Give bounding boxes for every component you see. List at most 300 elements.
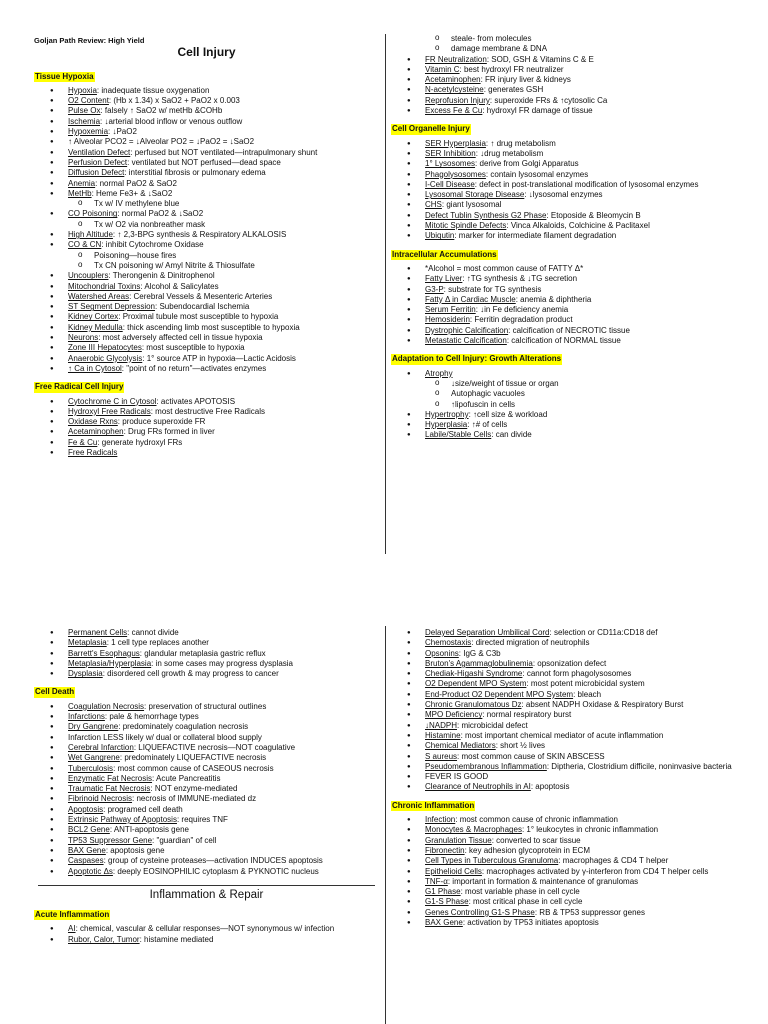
term-label: Hyperplasia bbox=[425, 420, 468, 430]
list-item bbox=[391, 410, 761, 420]
list-item bbox=[34, 764, 379, 774]
list-item bbox=[391, 159, 761, 169]
list-item bbox=[391, 877, 761, 887]
column-divider bbox=[385, 626, 386, 1024]
list-item bbox=[34, 867, 379, 877]
term-label: Extrinsic Pathway of Apoptosis bbox=[68, 815, 177, 825]
bullet-list bbox=[391, 264, 761, 346]
term-description: : key adhesion glycoprotein in ECM bbox=[464, 845, 590, 855]
term-description: : important in formation & maintenance of granulomas bbox=[447, 876, 639, 886]
term-label: Labile/Stable Cells bbox=[425, 430, 492, 440]
term-description: : directed migration of neutrophils bbox=[471, 638, 590, 648]
term-description: : ↑# of cells bbox=[467, 420, 508, 430]
term-label: Chemical Mediators bbox=[425, 741, 496, 751]
list-item bbox=[391, 846, 761, 856]
term-label: BAX Gene bbox=[425, 918, 463, 928]
list-item bbox=[34, 158, 379, 168]
term-description: Poisoning—house fires bbox=[94, 250, 177, 260]
term-description: : ↓lysosomal enzymes bbox=[524, 190, 603, 200]
term-description: : Acute Pancreatitis bbox=[152, 773, 221, 783]
term-description: Tx w/ O2 via nonbreather mask bbox=[94, 219, 206, 229]
term-description: : converted to scar tissue bbox=[491, 835, 581, 845]
list-item bbox=[34, 302, 379, 312]
term-description: : pale & hemorrhage types bbox=[104, 712, 199, 722]
list-item bbox=[391, 649, 761, 659]
term-label: Zone III Hepatocytes bbox=[68, 343, 142, 353]
section-heading-tissue-hypoxia: Tissue Hypoxia bbox=[35, 71, 94, 81]
term-label: Genes Controlling G1-S Phase bbox=[425, 907, 535, 917]
list-item bbox=[391, 336, 761, 346]
term-description: : 1° source ATP in hypoxia—Lactic Acidosis bbox=[142, 353, 296, 363]
list-item bbox=[34, 935, 379, 945]
term-label: ST Segment Depression bbox=[68, 302, 156, 312]
list-item bbox=[34, 448, 379, 458]
list-item bbox=[34, 649, 379, 659]
term-description: : inadequate tissue oxygenation bbox=[96, 85, 210, 95]
term-label: Perfusion Defect bbox=[68, 157, 128, 167]
term-description: ↓size/weight of tissue or organ bbox=[451, 378, 559, 388]
term-label: End-Product O2 Dependent MPO System bbox=[425, 689, 574, 699]
list-item bbox=[34, 127, 379, 137]
term-label: N-acetylcysteine bbox=[425, 85, 484, 95]
column-top-left bbox=[34, 36, 379, 458]
term-label: 1° Lysosomes bbox=[425, 159, 476, 169]
list-item bbox=[391, 825, 761, 835]
term-label: Defect Tublin Synthesis G2 Phase bbox=[425, 210, 547, 220]
list-item bbox=[34, 794, 379, 804]
list-item bbox=[34, 856, 379, 866]
list-item bbox=[34, 836, 379, 846]
bullet-list bbox=[391, 139, 761, 242]
sections bbox=[34, 902, 379, 945]
sub-list-item bbox=[391, 44, 761, 54]
list-item bbox=[391, 211, 761, 221]
term-label: Dry Gangrene bbox=[68, 722, 119, 732]
term-label: SER Inhibition bbox=[425, 148, 476, 158]
list-item bbox=[34, 96, 379, 106]
list-item bbox=[34, 333, 379, 343]
term-description: : produce superoxide FR bbox=[117, 417, 206, 427]
column-bottom-right bbox=[391, 628, 761, 928]
section-heading-cell-death: Cell Death bbox=[35, 687, 75, 697]
term-description: damage membrane & DNA bbox=[451, 44, 548, 54]
term-description: : most common cause of chronic inflammation bbox=[455, 815, 618, 825]
term-label: Coagulation Necrosis bbox=[68, 701, 145, 711]
term-description: : histamine mediated bbox=[139, 934, 214, 944]
term-label: Bruton's Agammaglobulinemia bbox=[425, 658, 533, 668]
sub-list-item bbox=[34, 261, 379, 271]
term-description: : normal PaO2 & ↓SaO2 bbox=[117, 209, 204, 219]
term-label: I-Cell Disease bbox=[425, 179, 475, 189]
term-label: Lysosomal Storage Disease bbox=[425, 190, 525, 200]
term-description: : can divide bbox=[491, 430, 532, 440]
term-label: MPO Deficiency bbox=[425, 710, 483, 720]
term-label: Diffusion Defect bbox=[68, 168, 125, 178]
term-description: : Alcohol & Salicylates bbox=[140, 281, 219, 291]
list-item bbox=[34, 924, 379, 934]
list-item bbox=[34, 271, 379, 281]
list-item bbox=[391, 221, 761, 231]
term-label: Clearance of Neutrophils in AI bbox=[425, 782, 531, 792]
term-description: : derive from Golgi Apparatus bbox=[475, 159, 579, 169]
term-description: : Proximal tubule most susceptible to hypoxia bbox=[118, 312, 279, 322]
term-label: AI bbox=[68, 924, 76, 934]
term-description: Tx CN poisoning w/ Amyl Nitrite & Thiosulfate bbox=[94, 260, 255, 270]
term-label: Chediak-Higashi Syndrome bbox=[425, 669, 523, 679]
list-item bbox=[34, 364, 379, 374]
list-item bbox=[34, 753, 379, 763]
list-item bbox=[391, 741, 761, 751]
term-description: : apoptosis gene bbox=[105, 845, 165, 855]
list-item bbox=[34, 427, 379, 437]
term-label: Hypoxemia bbox=[68, 127, 109, 137]
list-item bbox=[391, 700, 761, 710]
bullet-list bbox=[391, 628, 761, 793]
list-item bbox=[34, 774, 379, 784]
list-item bbox=[391, 75, 761, 85]
term-label: Infarctions bbox=[68, 712, 105, 722]
term-description: : group of cysteine proteases—activation INDUCES apoptosis bbox=[103, 856, 323, 866]
term-description: : contain lysosomal enzymes bbox=[485, 169, 589, 179]
term-label: Caspases bbox=[68, 856, 104, 866]
list-item bbox=[391, 836, 761, 846]
list-item bbox=[391, 295, 761, 305]
term-label: Excess Fe & Cu bbox=[425, 106, 483, 116]
bullet-list bbox=[391, 34, 761, 116]
term-description: : thick ascending limb most susceptible to hypoxia bbox=[122, 322, 300, 332]
term-description: : opsonization defect bbox=[532, 658, 607, 668]
list-item bbox=[391, 264, 761, 274]
list-item bbox=[391, 190, 761, 200]
list-item bbox=[34, 815, 379, 825]
list-item bbox=[34, 323, 379, 333]
term-description: : cannot divide bbox=[127, 628, 179, 637]
list-item bbox=[34, 659, 379, 669]
term-label: Ubiqutin bbox=[425, 231, 455, 241]
term-description: : FR injury liver & kidneys bbox=[480, 75, 571, 85]
term-description: : 1° leukocytes in chronic inflammation bbox=[521, 825, 659, 835]
list-item bbox=[34, 168, 379, 178]
term-label: TP53 Suppressor Gene bbox=[68, 835, 153, 845]
sub-list-item bbox=[391, 34, 761, 44]
list-item bbox=[391, 762, 761, 772]
term-label: SER Hyperplasia bbox=[425, 138, 486, 148]
term-label: Hypertrophy bbox=[425, 409, 469, 419]
list-item bbox=[391, 908, 761, 918]
term-description: : Heme Fe3+ & ↓SaO2 bbox=[91, 188, 173, 198]
term-label: Kidney Cortex bbox=[68, 312, 119, 322]
list-item bbox=[391, 139, 761, 149]
term-label: Cell Types in Tuberculous Granuloma bbox=[425, 856, 559, 866]
list-item bbox=[34, 106, 379, 116]
term-description: : most adversely affected cell in tissue hypoxia bbox=[98, 333, 263, 343]
sub-list-item bbox=[391, 389, 761, 399]
sections bbox=[391, 34, 761, 441]
list-item bbox=[34, 189, 379, 199]
list-item bbox=[391, 326, 761, 336]
term-description: : calcification of NECROTIC tissue bbox=[508, 325, 630, 335]
term-label: Vitamin C bbox=[425, 64, 460, 74]
term-description: : best hydroxyl FR neutralizer bbox=[459, 64, 564, 74]
list-item bbox=[34, 712, 379, 722]
term-label: Fibrinoid Necrosis bbox=[68, 794, 133, 804]
term-description: : falsely ↑ SaO2 w/ metHb &COHb bbox=[100, 106, 223, 116]
term-description: : preservation of structural outlines bbox=[144, 701, 267, 711]
term-description: Infarction LESS likely w/ dual or collateral blood supply bbox=[68, 732, 262, 742]
term-label: Hypoxia bbox=[68, 85, 97, 95]
sub-list-item bbox=[34, 251, 379, 261]
list-item bbox=[34, 805, 379, 815]
term-description: : ↓PaO2 bbox=[108, 127, 137, 137]
term-description: : most common cause of CASEOUS necrosis bbox=[113, 763, 274, 773]
term-description: : absent NADPH Oxidase & Respiratory Burst bbox=[521, 700, 684, 710]
doc-header: Goljan Path Review: High Yield bbox=[34, 36, 145, 45]
list-item bbox=[391, 200, 761, 210]
bullet-list bbox=[34, 397, 379, 459]
term-description: : normal PaO2 & SaO2 bbox=[95, 178, 177, 188]
list-item bbox=[34, 702, 379, 712]
term-description: : interstitial fibrosis or pulmonary edema bbox=[124, 168, 266, 178]
term-label: G3-P bbox=[425, 284, 444, 294]
term-description: : requires TNF bbox=[176, 815, 228, 825]
term-description: *Alcohol = most common cause of FATTY Δ* bbox=[425, 263, 584, 273]
list-item bbox=[391, 918, 761, 928]
list-item bbox=[391, 867, 761, 877]
term-description: : (Hb x 1.34) x SaO2 + PaO2 x 0.003 bbox=[108, 96, 240, 106]
term-label: Atrophy bbox=[425, 368, 453, 378]
term-label: High Altitude bbox=[68, 230, 113, 240]
term-description: : "point of no return"—activates enzymes bbox=[121, 363, 267, 373]
term-description: : microbicidal defect bbox=[457, 720, 528, 730]
list-item bbox=[391, 690, 761, 700]
list-item bbox=[34, 179, 379, 189]
list-item bbox=[34, 282, 379, 292]
term-label: Serum Ferritin bbox=[425, 305, 476, 315]
term-label: G1 Phase bbox=[425, 887, 461, 897]
sub-list-item bbox=[34, 220, 379, 230]
list-item bbox=[391, 180, 761, 190]
bullet-list bbox=[34, 702, 379, 877]
term-label: O2 Dependent MPO System bbox=[425, 679, 527, 689]
term-description: : most critical phase in cell cycle bbox=[468, 897, 583, 907]
list-item bbox=[391, 420, 761, 430]
term-label: Histamine bbox=[425, 730, 461, 740]
section-heading-acute-inflammation: Acute Inflammation bbox=[35, 910, 110, 920]
term-description: : ↓arterial blood inflow or venous outflow bbox=[100, 116, 243, 126]
term-description: : ↑ drug metabolism bbox=[485, 138, 556, 148]
list-item bbox=[34, 733, 379, 743]
term-description: : apoptosis bbox=[530, 782, 570, 792]
term-label: TNF-α bbox=[425, 876, 448, 886]
bullet-list bbox=[34, 628, 379, 679]
term-description: : Vinca Alkaloids, Colchicine & Paclitaxel bbox=[506, 221, 650, 231]
term-label: Fatty Liver bbox=[425, 274, 463, 284]
term-description: : ventilated but NOT perfused—dead space bbox=[127, 157, 281, 167]
list-item bbox=[391, 815, 761, 825]
term-description: : ↑ 2,3-BPG synthesis & Respiratory ALKALOSIS bbox=[112, 230, 287, 240]
term-label: Dystrophic Calcification bbox=[425, 325, 509, 335]
term-label: Metaplasia/Hyperplasia bbox=[68, 658, 152, 668]
list-item bbox=[34, 148, 379, 158]
bullet-list bbox=[34, 86, 379, 374]
term-description: : macrophages activated by γ-interferon from CD4 T helper cells bbox=[481, 866, 709, 876]
term-label: Ischemia bbox=[68, 116, 101, 126]
list-item bbox=[391, 628, 761, 638]
list-item bbox=[391, 430, 761, 440]
list-item bbox=[34, 312, 379, 322]
section-heading-free-radical-cell-injury: Free Radical Cell Injury bbox=[35, 382, 124, 392]
term-label: Apoptotic Δs bbox=[68, 866, 113, 876]
term-label: Wet Gangrene bbox=[68, 753, 120, 763]
list-item bbox=[391, 856, 761, 866]
term-label: BCL2 Gene bbox=[68, 825, 110, 835]
column-divider bbox=[385, 34, 386, 554]
term-label: Anemia bbox=[68, 178, 96, 188]
term-label: BAX Gene bbox=[68, 845, 106, 855]
term-description: : normal respiratory burst bbox=[482, 710, 572, 720]
list-item bbox=[34, 784, 379, 794]
term-label: Mitochondrial Toxins bbox=[68, 281, 141, 291]
term-label: Hemosiderin bbox=[425, 315, 470, 325]
sections bbox=[391, 628, 761, 928]
term-label: Enzymatic Fat Necrosis bbox=[68, 773, 153, 783]
term-description: : most common cause of SKIN ABSCESS bbox=[457, 751, 605, 761]
term-description: : in some cases may progress dysplasia bbox=[151, 658, 293, 668]
term-label: Free Radicals bbox=[68, 447, 118, 457]
term-description: : predominately LIQUEFACTIVE necrosis bbox=[119, 753, 267, 763]
section-divider bbox=[38, 885, 375, 886]
list-item bbox=[391, 231, 761, 241]
list-item bbox=[391, 106, 761, 116]
term-label: CO Poisoning bbox=[68, 209, 118, 219]
term-description: : Subendocardial Ischemia bbox=[155, 302, 250, 312]
list-item bbox=[34, 343, 379, 353]
list-item bbox=[34, 438, 379, 448]
list-item bbox=[34, 669, 379, 679]
list-item bbox=[391, 659, 761, 669]
term-label: Oxidase Rxns bbox=[68, 417, 118, 427]
term-description: ↑ Alveolar PCO2 = ↓Alveolar PO2 = ↓PaO2 = ↓SaO2 bbox=[68, 137, 255, 147]
term-label: Uncouplers bbox=[68, 271, 109, 281]
term-label: Hydroxyl Free Radicals bbox=[68, 406, 151, 416]
list-item bbox=[391, 887, 761, 897]
term-description: : ANTI-apoptosis gene bbox=[109, 825, 189, 835]
sections bbox=[34, 64, 379, 459]
term-label: Dysplasia bbox=[68, 669, 103, 679]
list-item bbox=[34, 628, 379, 638]
column-bottom-left bbox=[34, 628, 379, 945]
bullet-list bbox=[34, 924, 379, 945]
term-label: Pulse Ox bbox=[68, 106, 101, 116]
list-item bbox=[391, 679, 761, 689]
term-label: Mitotic Spindle Defects bbox=[425, 221, 507, 231]
list-item bbox=[391, 55, 761, 65]
term-label: Fibronectin bbox=[425, 845, 465, 855]
term-description: Autophagic vacuoles bbox=[451, 389, 525, 399]
section-heading-cell-organelle-injury: Cell Organelle Injury bbox=[392, 124, 470, 134]
term-description: : chemical, vascular & cellular responses—NOT synonymous w/ infection bbox=[75, 924, 335, 934]
term-description: : generates GSH bbox=[483, 85, 544, 95]
term-description: : substrate for TG synthesis bbox=[443, 284, 542, 294]
page-bottom bbox=[0, 620, 768, 1024]
list-item bbox=[34, 230, 379, 240]
list-item bbox=[391, 669, 761, 679]
sub-list-item bbox=[391, 400, 761, 410]
term-label: ↓NADPH bbox=[425, 720, 458, 730]
term-description: : ↓drug metabolism bbox=[475, 148, 544, 158]
term-description: : Cerebral Vessels & Mesenteric Arteries bbox=[129, 291, 273, 301]
list-item bbox=[34, 846, 379, 856]
list-item bbox=[391, 96, 761, 106]
list-item bbox=[391, 772, 761, 782]
list-item bbox=[391, 731, 761, 741]
sub-list-item bbox=[34, 199, 379, 209]
term-label: Fatty Δ in Cardiac Muscle bbox=[425, 294, 516, 304]
term-label: Neurons bbox=[68, 333, 99, 343]
list-item bbox=[391, 638, 761, 648]
term-description: : superoxide FRs & ↑cytosolic Ca bbox=[489, 95, 608, 105]
term-description: Tx w/ IV methylene blue bbox=[94, 199, 180, 209]
term-description: : ↑cell size & workload bbox=[468, 409, 548, 419]
term-description: : Drug FRs formed in liver bbox=[123, 427, 215, 437]
term-description: : activation by TP53 initiates apoptosis bbox=[462, 918, 599, 928]
term-description: : hydroxyl FR damage of tissue bbox=[482, 106, 593, 116]
term-label: Acetaminophen bbox=[68, 427, 124, 437]
list-item bbox=[34, 397, 379, 407]
term-description: : generate hydroxyl FRs bbox=[97, 437, 183, 447]
term-label: Pseudomembranous Inflammation bbox=[425, 761, 547, 771]
term-description: : glandular metaplasia gastric reflux bbox=[139, 648, 266, 658]
list-item bbox=[34, 638, 379, 648]
term-label: Barrett's Esophagus bbox=[68, 648, 140, 658]
term-label: ↑ Ca in Cytosol bbox=[68, 363, 122, 373]
list-item bbox=[34, 292, 379, 302]
column-top-right bbox=[391, 34, 761, 441]
term-description: : perfused but NOT ventilated—intrapulmonary shunt bbox=[130, 147, 318, 157]
term-label: Delayed Separation Umbilical Cord bbox=[425, 628, 550, 637]
sections bbox=[34, 628, 379, 877]
term-description: : programed cell death bbox=[103, 804, 183, 814]
term-label: Granulation Tissue bbox=[425, 835, 492, 845]
term-label: Fe & Cu bbox=[68, 437, 98, 447]
term-label: Monocytes & Macrophages bbox=[425, 825, 522, 835]
list-item bbox=[391, 285, 761, 295]
term-label: Apoptosis bbox=[68, 804, 104, 814]
term-label: Tuberculosis bbox=[68, 763, 114, 773]
list-item bbox=[34, 354, 379, 364]
list-item bbox=[391, 149, 761, 159]
term-description: : IgG & C3b bbox=[458, 648, 501, 658]
term-description: : marker for intermediate filament degradation bbox=[454, 231, 617, 241]
term-description: : cannot form phagolysosomes bbox=[522, 669, 632, 679]
bullet-list bbox=[391, 815, 761, 928]
list-item bbox=[34, 209, 379, 219]
term-label: S aureus bbox=[425, 751, 458, 761]
term-description: : most variable phase in cell cycle bbox=[460, 887, 580, 897]
title-inflammation: Inflammation & Repair bbox=[149, 888, 264, 901]
term-label: Acetaminophen bbox=[425, 75, 481, 85]
list-item bbox=[391, 752, 761, 762]
term-description: ↑lipofuscin in cells bbox=[451, 399, 516, 409]
term-description: : ↑TG synthesis & ↓TG secretion bbox=[462, 274, 578, 284]
term-description: : Ferritin degradation product bbox=[469, 315, 573, 325]
term-label: Epithelioid Cells bbox=[425, 866, 482, 876]
title-cell-injury: Cell Injury bbox=[177, 45, 236, 60]
list-item bbox=[391, 721, 761, 731]
term-label: Kidney Medulla bbox=[68, 322, 123, 332]
term-label: Metaplasia bbox=[68, 638, 107, 648]
term-label: CO & CN bbox=[68, 240, 102, 250]
